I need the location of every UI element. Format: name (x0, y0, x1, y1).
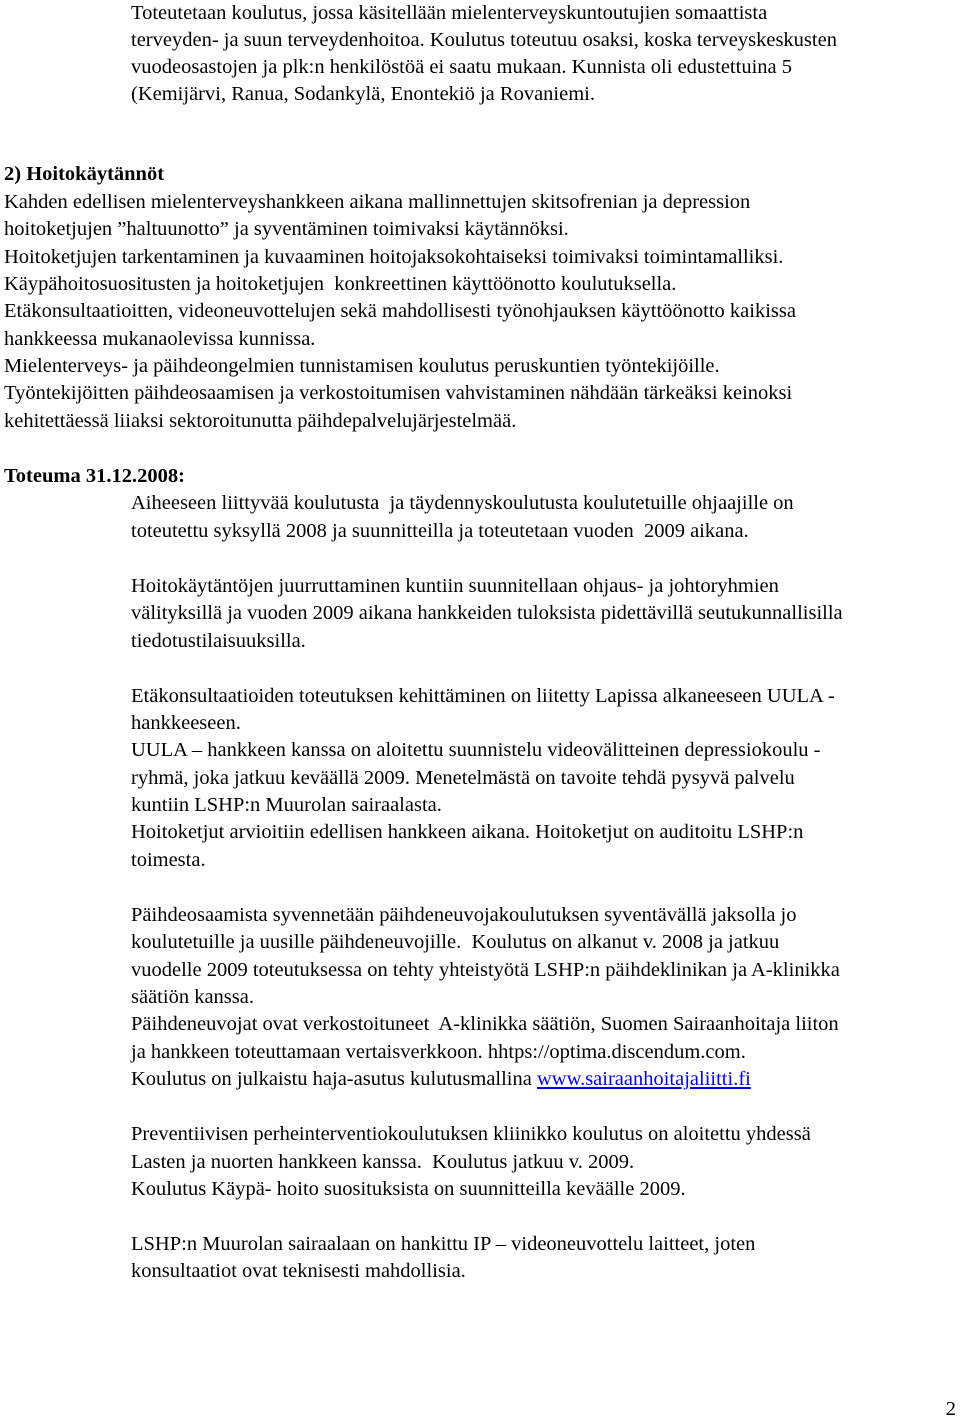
paragraph-line: Päihdeosaamista syvennetään päihdeneuvojakoulutuksen syventävällä jaksolla jo (131, 904, 797, 926)
paragraph-line: Etäkonsultaatioiden toteutuksen kehittäminen on liitetty Lapissa alkaneeseen UULA - (131, 685, 835, 707)
section-line: Työntekijöitten päihdeosaamisen ja verkostoitumisen vahvistaminen nähdään tärkeäksi keinoksi (4, 382, 793, 404)
section-line: Etäkonsultaatioitten, videoneuvottelujen sekä mahdollisesti työnohjauksen käyttöönotto kaikissa (4, 300, 796, 322)
paragraph-line: ryhmä, joka jatkuu keväällä 2009. Menetelmästä on tavoite tehdä pysyvä palvelu (131, 767, 795, 789)
section-line: hoitoketjujen ”haltuunotto” ja syventäminen toimivaksi käytännöksi. (4, 218, 569, 240)
intro-line: (Kemijärvi, Ranua, Sodankylä, Enontekiö ja Rovaniemi. (131, 83, 595, 105)
intro-line: terveyden- ja suun terveydenhoitoa. Koulutus toteutuu osaksi, koska terveyskeskusten (131, 29, 837, 51)
paragraph-line: LSHP:n Muurolan sairaalaan on hankittu IP – videoneuvottelu laitteet, joten (131, 1233, 756, 1255)
paragraph-line: Koulutus Käypä- hoito suosituksista on suunnitteilla keväälle 2009. (131, 1178, 686, 1200)
paragraph-line: säätiön kanssa. (131, 986, 254, 1008)
paragraph-line: tiedotustilaisuuksilla. (131, 630, 306, 652)
paragraph-line (131, 1066, 751, 1093)
paragraph-line: toimesta. (131, 849, 206, 871)
paragraph-line: Hoitoketjut arvioitiin edellisen hankkeen aikana. Hoitoketjut on auditoitu LSHP:n (131, 821, 804, 843)
paragraph-line: kuntiin LSHP:n Muurolan sairaalasta. (131, 794, 442, 816)
sairaanhoitajaliitto-link[interactable]: www.sairaanhoitajaliitti.fi (536, 1068, 751, 1090)
paragraph-line: konsultaatiot ovat teknisesti mahdollisia. (131, 1260, 466, 1282)
paragraph-line: hankkeeseen. (131, 712, 241, 734)
section-line: Käypähoitosuositusten ja hoitoketjujen konkreettinen käyttöönotto koulutuksella. (4, 273, 677, 295)
paragraph-line: toteutettu syksyllä 2008 ja suunnitteilla ja toteutetaan vuoden 2009 aikana. (131, 520, 749, 542)
section-line: Hoitoketjujen tarkentaminen ja kuvaaminen hoitojaksokohtaiseksi toimivaksi toimintamalliksi. (4, 246, 784, 268)
paragraph-line: Hoitokäytäntöjen juurruttaminen kuntiin suunnitellaan ohjaus- ja johtoryhmien (131, 575, 779, 597)
section-line: kehitettäessä liiaksi sektoroitunutta päihdepalvelujärjestelmää. (4, 410, 517, 432)
paragraph-line: Lasten ja nuorten hankkeen kanssa. Koulutus jatkuu v. 2009. (131, 1151, 635, 1173)
section-line: Kahden edellisen mielenterveyshankkeen aikana mallinnettujen skitsofrenian ja depression (4, 191, 751, 213)
toteuma-heading: Toteuma 31.12.2008: (4, 465, 185, 487)
section-heading: 2) Hoitokäytännöt (4, 163, 165, 185)
paragraph-line: Aiheeseen liittyvää koulutusta ja täydennyskoulutusta koulutetuille ohjaajille on (131, 492, 794, 514)
paragraph-line: ja hankkeen toteuttamaan vertaisverkkoon. hhtps://optima.discendum.com. (131, 1041, 746, 1063)
paragraph-line: Päihdeneuvojat ovat verkostoituneet A-klinikka säätiön, Suomen Sairaanhoitaja liiton (131, 1013, 839, 1035)
paragraph-line: vuodelle 2009 toteutuksessa on tehty yhteistyötä LSHP:n päihdeklinikan ja A-klinikka (131, 959, 840, 981)
page-number: 2 (945, 1398, 956, 1420)
paragraph-line: Preventiivisen perheinterventiokoulutuksen kliinikko koulutus on aloitettu yhdessä (131, 1123, 811, 1145)
paragraph-line: välityksillä ja vuoden 2009 aikana hankkeiden tuloksista pidettävillä seutukunnallisilla (131, 602, 843, 624)
paragraph-text: Koulutus on julkaistu haja-asutus kulutusmallina (131, 1068, 537, 1090)
paragraph-line: UULA – hankkeen kanssa on aloitettu suunnistelu videovälitteinen depressiokoulu - (131, 739, 821, 761)
intro-line: vuodeosastojen ja plk:n henkilöstöä ei saatu mukaan. Kunnista oli edustettuina 5 (131, 56, 792, 78)
paragraph-line: koulutetuille ja uusille päihdeneuvojille. Koulutus on alkanut v. 2008 ja jatkuu (131, 931, 780, 953)
section-line: hankkeessa mukanaolevissa kunnissa. (4, 328, 316, 350)
section-line: Mielenterveys- ja päihdeongelmien tunnistamisen koulutus peruskuntien työntekijöille. (4, 355, 720, 377)
intro-line: Toteutetaan koulutus, jossa käsitellään mielenterveyskuntoutujien somaattista (131, 2, 768, 24)
